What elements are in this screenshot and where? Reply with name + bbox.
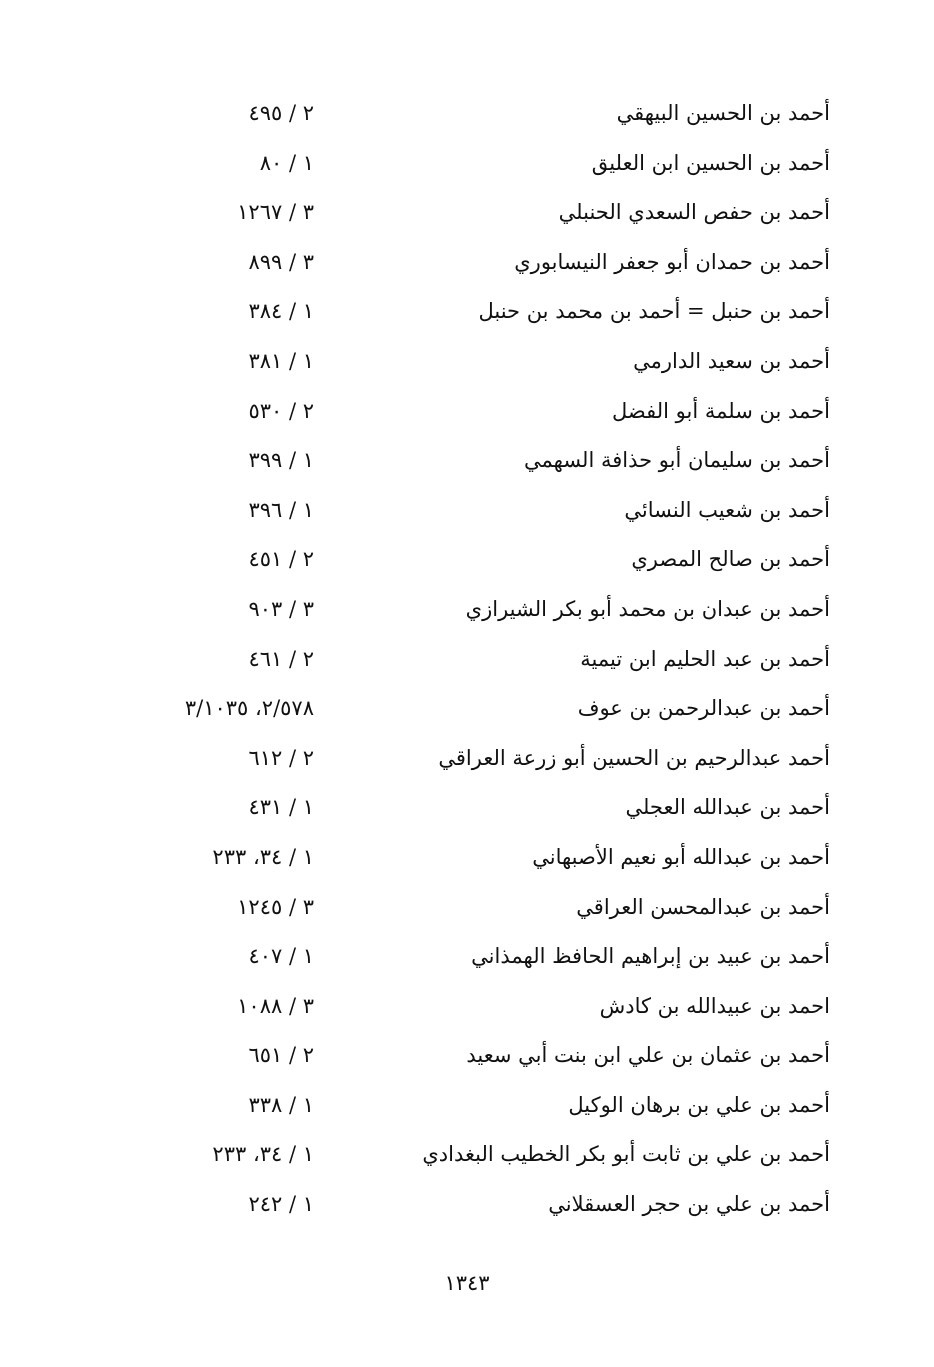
- index-entry: [0, 536, 934, 586]
- entry-name: أحمد عبدالرحيم بن الحسين أبو زرعة العراقي: [438, 745, 830, 770]
- entry-name: أحمد بن عبدالله العجلي: [625, 795, 830, 820]
- entry-name: أحمد بن عبيد بن إبراهيم الحافظ الهمذاني: [471, 944, 830, 969]
- index-entry: [0, 288, 934, 338]
- entry-name: أحمد بن حمدان أبو جعفر النيسابوري: [514, 249, 830, 274]
- entry-reference: ٣ / ١٠٨٨: [237, 993, 314, 1018]
- page-number: ١٣٤٣: [444, 1271, 490, 1295]
- entry-reference: ١ / ٨٠: [259, 150, 314, 175]
- entry-reference: ٢ / ٤٦١: [248, 646, 314, 671]
- entry-reference: ٢ / ٥٣٠: [248, 398, 314, 423]
- index-entry: [0, 140, 934, 190]
- index-entry: [0, 636, 934, 686]
- entry-reference: ٣ / ٩٠٣: [248, 596, 314, 621]
- entry-reference: ١ / ٤٠٧: [248, 944, 314, 969]
- entry-reference: ٢/٥٧٨، ٣/١٠٣٥: [184, 696, 314, 721]
- index-entry: [0, 189, 934, 239]
- index-entry: [0, 884, 934, 934]
- entry-name: أحمد بن شعيب النسائي: [624, 497, 830, 522]
- index-entry: [0, 487, 934, 537]
- index-entry: [0, 1082, 934, 1132]
- entry-reference: ٣ / ٨٩٩: [248, 249, 314, 274]
- entry-name: أحمد بن عبدان بن محمد أبو بكر الشيرازي: [465, 596, 830, 621]
- entry-name: أحمد بن علي بن برهان الوكيل: [568, 1092, 830, 1117]
- entry-name: أحمد بن حفص السعدي الحنبلي: [558, 200, 830, 225]
- index-entry: [0, 1181, 934, 1231]
- index-entries: [0, 90, 934, 1231]
- entry-reference: ٣ / ١٢٦٧: [237, 200, 314, 225]
- index-entry: [0, 983, 934, 1033]
- index-entry: [0, 933, 934, 983]
- entry-name: أحمد بن الحسين البيهقي: [616, 101, 830, 125]
- entry-name: أحمد بن صالح المصري: [631, 547, 830, 572]
- entry-name: أحمد بن الحسين ابن العليق: [591, 150, 830, 175]
- entry-name: أحمد بن سلمة أبو الفضل: [612, 398, 830, 423]
- entry-reference: ١ / ٣٨١: [248, 348, 314, 373]
- entry-name: أحمد بن علي بن ثابت أبو بكر الخطيب البغدادي: [422, 1142, 830, 1167]
- entry-reference: ٢ / ٤٩٥: [248, 101, 314, 125]
- index-entry: [0, 437, 934, 487]
- index-entry: [0, 338, 934, 388]
- index-entry: [0, 239, 934, 289]
- entry-name: أحمد بن عثمان بن علي ابن بنت أبي سعيد: [466, 1043, 830, 1068]
- entry-reference: ١ / ٣٤، ٢٣٣: [212, 844, 314, 869]
- entry-name: أحمد بن علي بن حجر العسقلاني: [548, 1192, 830, 1217]
- entry-reference: ١ / ٣٣٨: [248, 1092, 314, 1117]
- index-entry: [0, 784, 934, 834]
- index-entry: [0, 586, 934, 636]
- entry-reference: ١ / ٢٤٢: [248, 1192, 314, 1217]
- entry-name: أحمد بن عبدالرحمن بن عوف: [577, 696, 830, 721]
- entry-reference: ١ / ٣٩٩: [248, 448, 314, 473]
- entry-reference: ١ / ٣٩٦: [248, 497, 314, 522]
- entry-reference: ١ / ٣٤، ٢٣٣: [212, 1142, 314, 1167]
- index-entry: [0, 834, 934, 884]
- entry-reference: ٢ / ٤٥١: [248, 547, 314, 572]
- index-entry: [0, 735, 934, 785]
- index-entry: [0, 90, 934, 140]
- entry-name: أحمد بن سعيد الدارمي: [633, 348, 830, 373]
- index-entry: [0, 1032, 934, 1082]
- entry-reference: ١ / ٤٣١: [248, 795, 314, 820]
- entry-name: أحمد بن حنبل = أحمد بن محمد بن حنبل: [478, 299, 830, 324]
- entry-name: أحمد بن عبد الحليم ابن تيمية: [580, 646, 830, 671]
- entry-name: أحمد بن عبدالمحسن العراقي: [576, 894, 830, 919]
- entry-reference: ٢ / ٦٥١: [248, 1043, 314, 1068]
- entry-reference: ٢ / ٦١٢: [248, 745, 314, 770]
- entry-name: احمد بن عبيدالله بن كادش: [599, 993, 830, 1018]
- entry-reference: ١ / ٣٨٤: [248, 299, 314, 324]
- index-entry: [0, 1131, 934, 1181]
- entry-name: أحمد بن عبدالله أبو نعيم الأصبهاني: [532, 844, 830, 869]
- index-entry: [0, 685, 934, 735]
- index-entry: [0, 388, 934, 438]
- entry-reference: ٣ / ١٢٤٥: [237, 894, 314, 919]
- entry-name: أحمد بن سليمان أبو حذافة السهمي: [524, 448, 830, 473]
